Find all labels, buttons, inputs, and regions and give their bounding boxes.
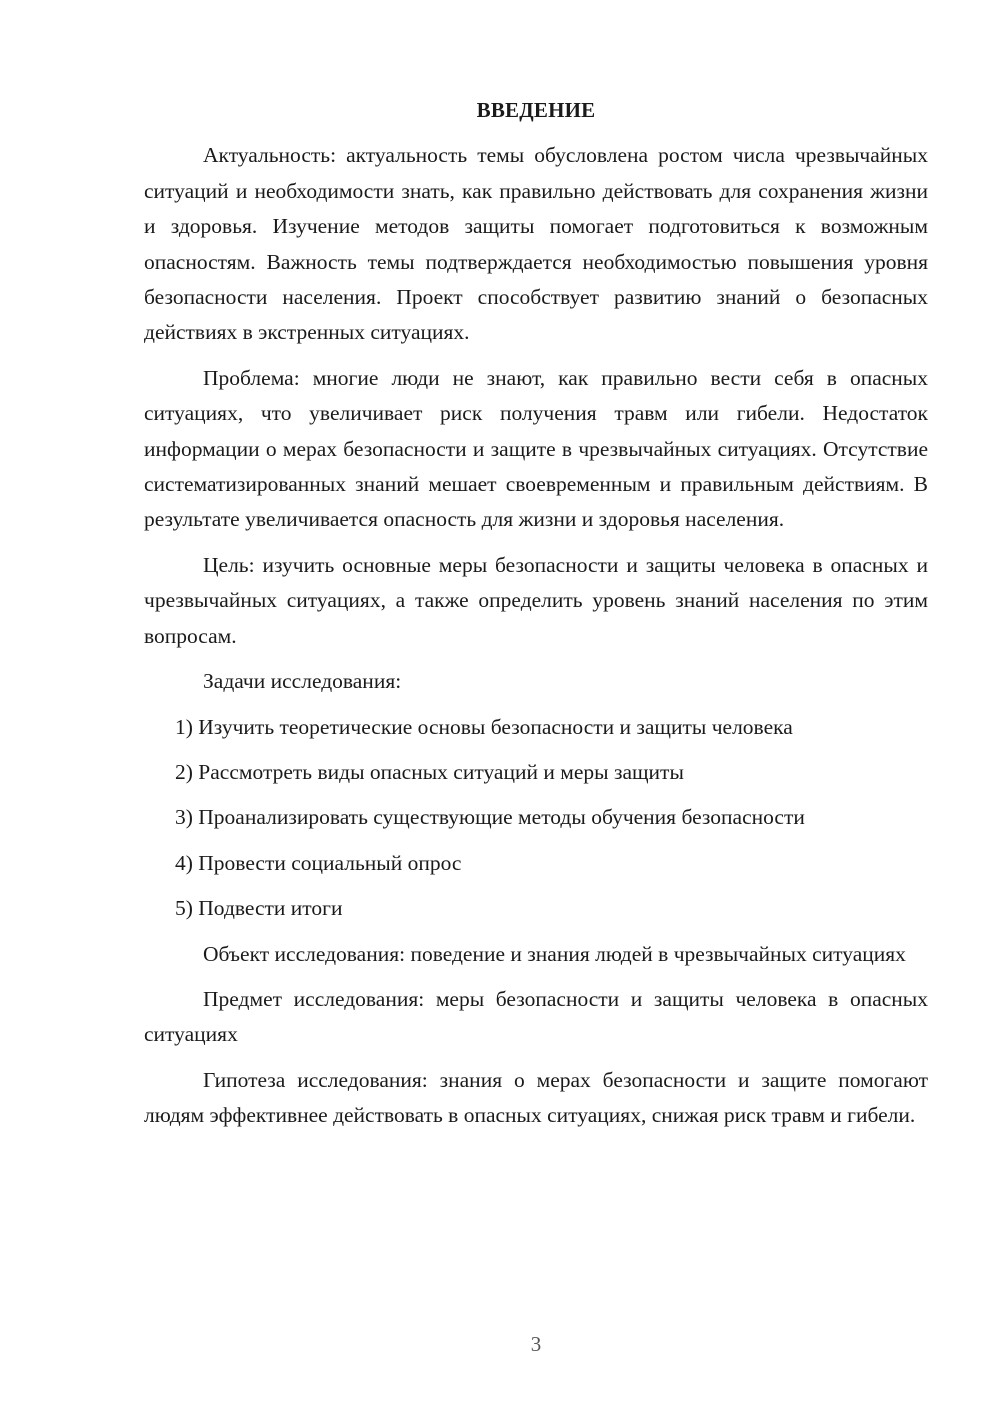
- page-title: ВВЕДЕНИЕ: [476, 98, 596, 122]
- research-hypothesis-paragraph: Гипотеза исследования: знания о мерах безопасности и защите помогают людям эффективнее действовать в опасных ситуациях, снижая риск травм и гибели.: [144, 1067, 928, 1128]
- research-object-paragraph: Объект исследования: поведение и знания людей в чрезвычайных ситуациях: [203, 941, 906, 966]
- goal-paragraph: Цель: изучить основные меры безопасности и защиты человека в опасных и чрезвычайных ситуациях, а также определить уровень знаний населения по этим вопросам.: [144, 552, 928, 648]
- problem-paragraph: Проблема: многие люди не знают, как правильно вести себя в опасных ситуациях, что увеличивает риск получения травм или гибели. Недостаток информации о мерах безопасности и защите в чрезвычайных ситуациях. Отсутствие систематизированных знаний мешает своевременным и правильным действиям. В результате увеличивается опасность для жизни и здоровья населения.: [144, 365, 928, 532]
- tasks-title: Задачи исследования:: [203, 669, 402, 694]
- task-item-3: 3) Проанализировать существующие методы обучения безопасности: [175, 805, 805, 830]
- page-number: 3: [530, 1332, 542, 1356]
- document-body: [144, 93, 928, 1144]
- relevance-paragraph: Актуальность: актуальность темы обусловлена ростом числа чрезвычайных ситуаций и необходимости знать, как правильно действовать для сохранения жизни и здоровья. Изучение методов защиты помогает подготовиться к возможным опасностям. Важность темы подтверждается необходимостью повышения уровня безопасности населения. Проект способствует развитию знаний о безопасных действиях в экстренных ситуациях.: [144, 143, 928, 345]
- task-item-1: 1) Изучить теоретические основы безопасности и защиты человека: [175, 714, 793, 739]
- task-item-4: 4) Провести социальный опрос: [175, 850, 462, 875]
- research-subject-paragraph: Предмет исследования: меры безопасности и защиты человека в опасных ситуациях: [144, 986, 928, 1047]
- task-item-2: 2) Рассмотреть виды опасных ситуаций и меры защиты: [175, 759, 684, 784]
- task-item-5: 5) Подвести итоги: [175, 896, 343, 921]
